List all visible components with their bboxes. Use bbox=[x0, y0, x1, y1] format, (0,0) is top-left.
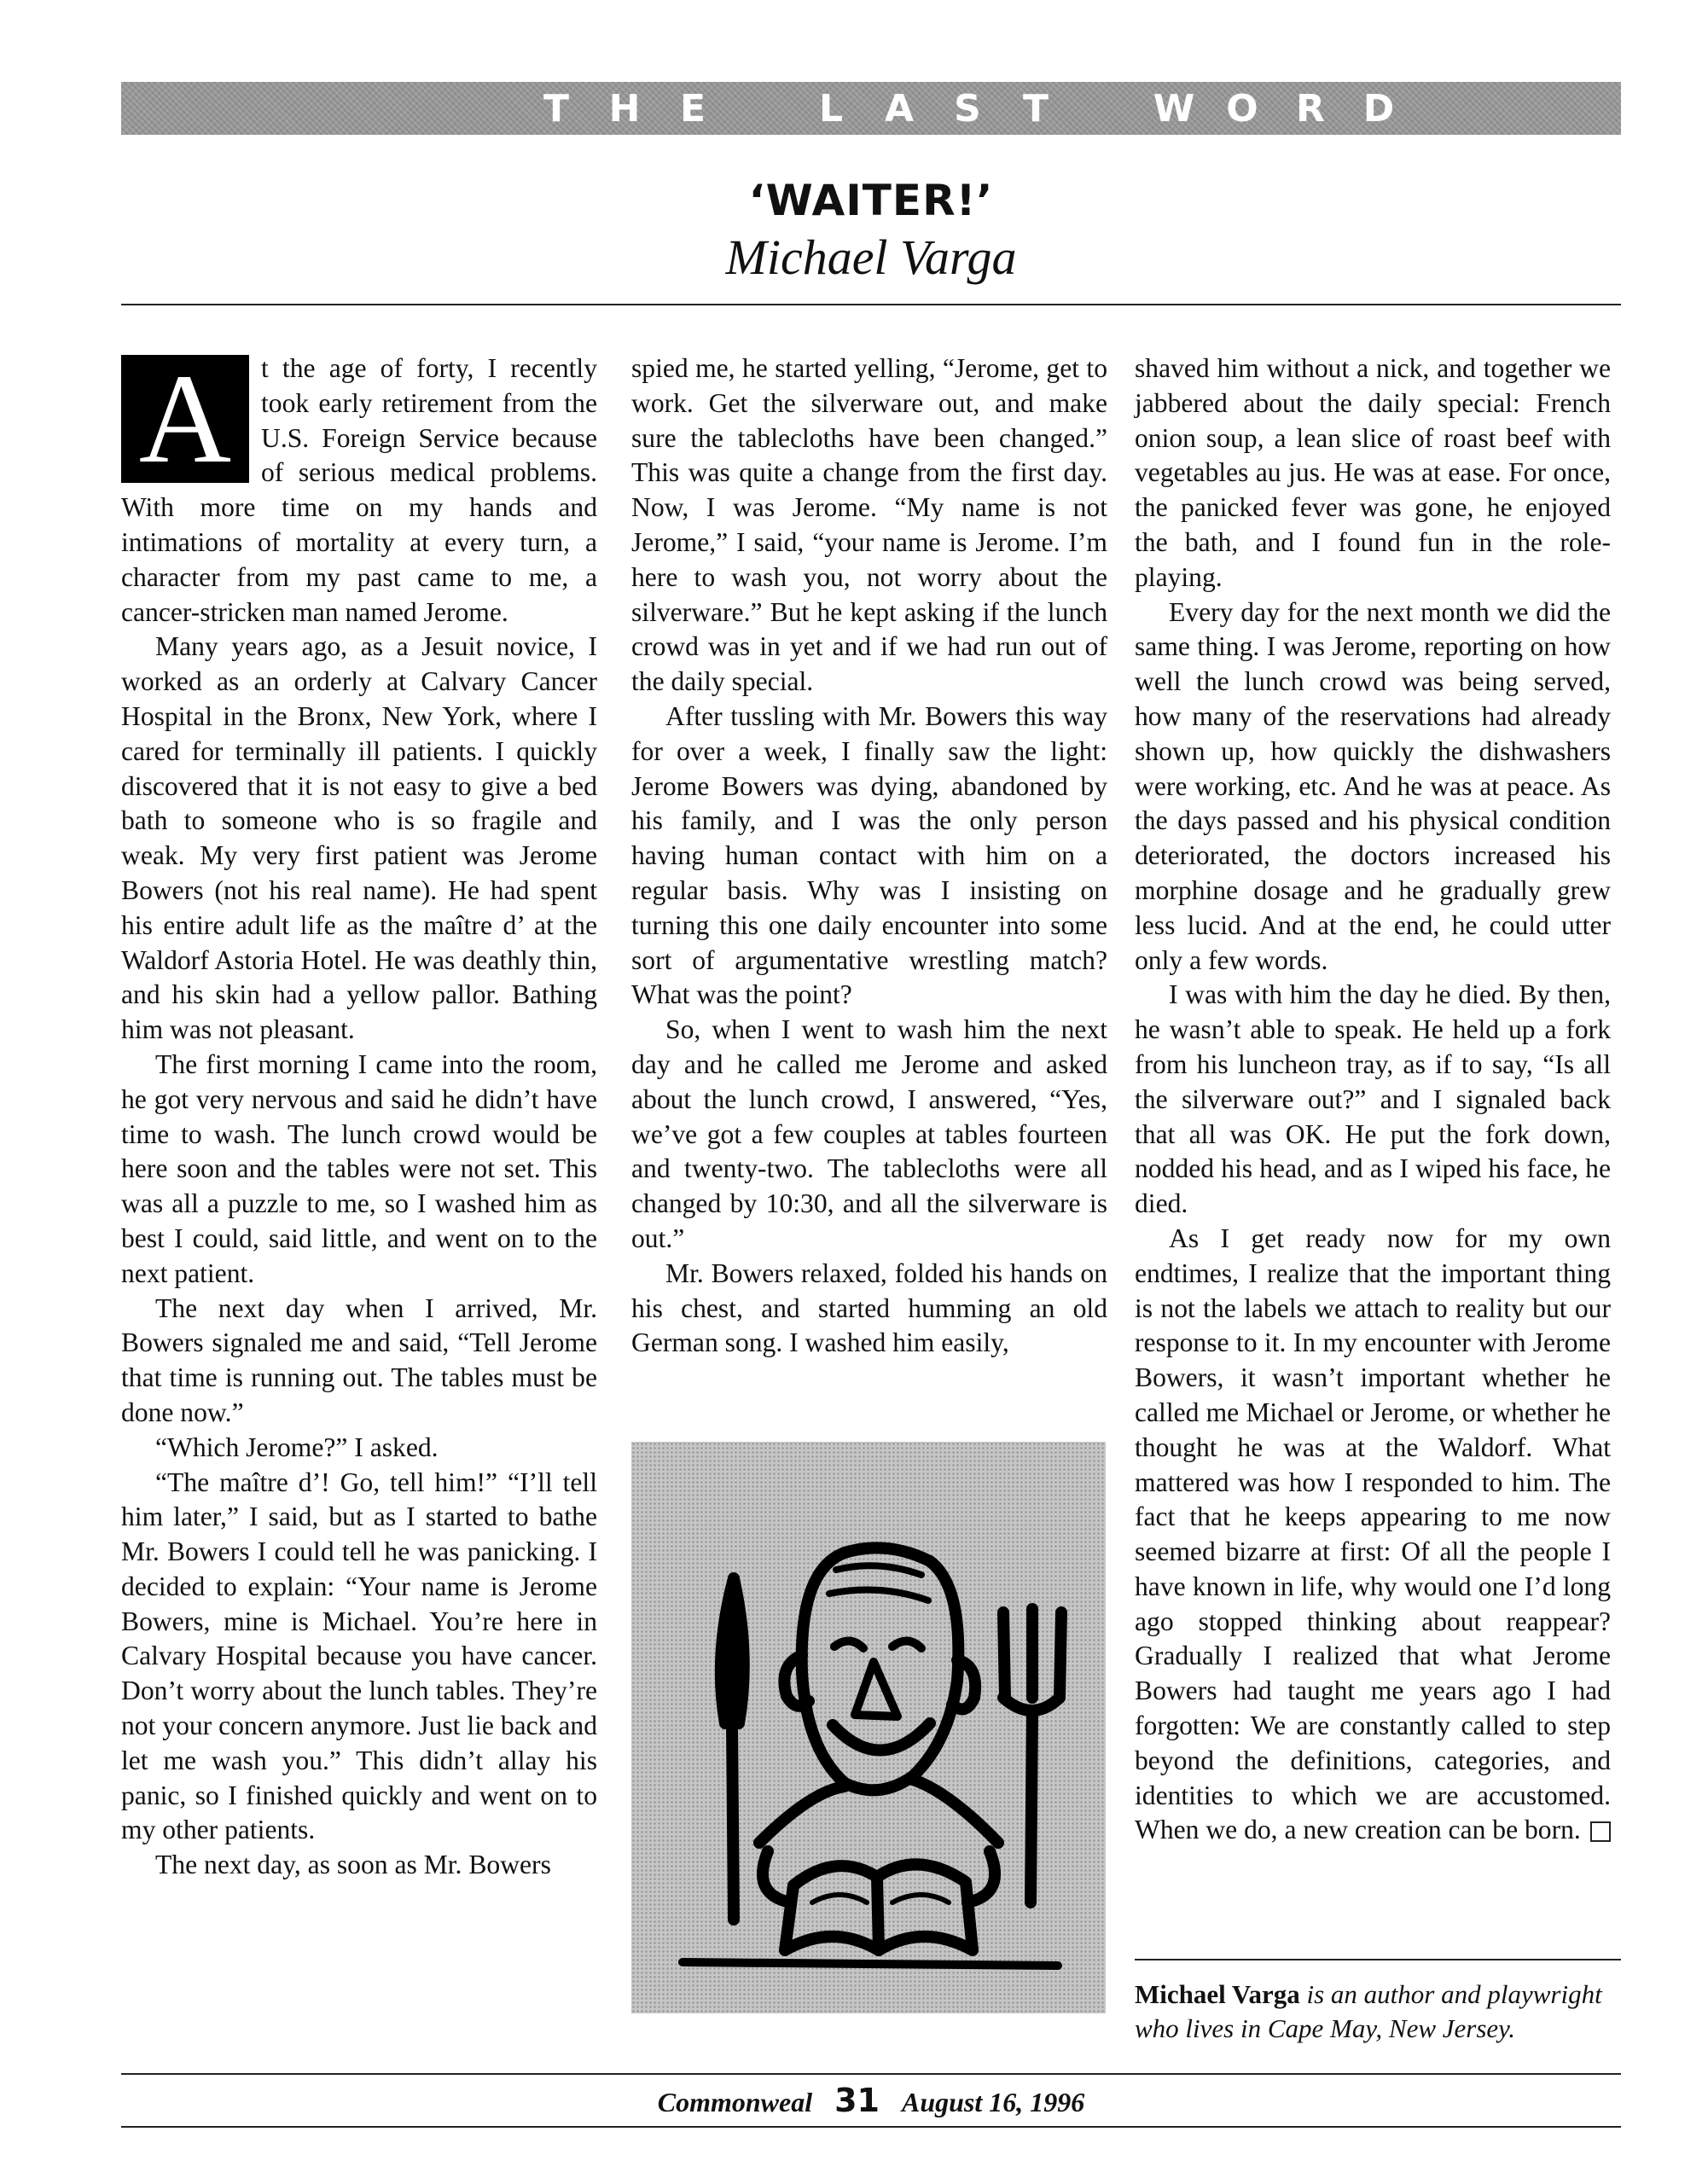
author-bio bbox=[1135, 1978, 1621, 2046]
footer-date: August 16, 1996 bbox=[901, 2087, 1085, 2117]
end-mark-icon bbox=[1590, 1821, 1611, 1842]
paragraph-text: As I get ready now for my own endtimes, I realize that the important thing is not the labels we attach to reality but our response to it. In my encounter with Jerome Bowers, it wasn’t important whether he called me Michael or Jerome, or whether he thought he was at the Waldorf. What mattered was how I responded to him. The fact that he keeps appearing to me now seemed bizarre at first: Of all the people I have known in life, why would one I’d long ago stopped thinking about reappear? Gradually I realized that what Jerome Bowers had taught me years ago I had forgotten: We are constantly called to step beyond the definitions, categories, and identities to which we are accustomed. When we do, a new creation can be born. bbox=[1135, 1223, 1611, 1845]
paragraph: shaved him without a nick, and together we jabbered about the daily special: French onion soup, a lean slice of roast beef with vegetables au jus. He was at ease. For once, the panicked fever was gone, he enjoyed the bath, and I found fun in the role-playing. bbox=[1135, 353, 1611, 592]
paragraph: Every day for the next month we did the same thing. I was Jerome, reporting on how well the lunch crowd was being served, how many of the reservations had already shown up, how quickly the dishwashers were working, etc. And he was at peace. As the days passed and his physical condition deteriorated, the doctors increased his morphine dosage and he gradually grew less lucid. And at the end, he could utter only a few words. bbox=[1135, 596, 1611, 975]
drop-cap: A bbox=[121, 355, 249, 483]
banner-letter: A bbox=[884, 86, 915, 131]
footer-page-number: 31 bbox=[834, 2082, 880, 2119]
banner-letter: S bbox=[954, 86, 981, 131]
banner-letter: D bbox=[1362, 86, 1395, 131]
banner-letter: W bbox=[1153, 86, 1195, 131]
banner-letter: L bbox=[818, 86, 844, 131]
footer-rule-bottom bbox=[121, 2126, 1621, 2128]
waiter-illustration bbox=[631, 1442, 1106, 2013]
waiter-drawing-icon bbox=[631, 1442, 1106, 2013]
banner-letter: T bbox=[1022, 86, 1049, 131]
header-rule bbox=[121, 304, 1621, 305]
column-3 bbox=[1135, 351, 1611, 1848]
bio-name: Michael Varga bbox=[1135, 1979, 1300, 2009]
paragraph: The first morning I came into the room, he got very nervous and said he didn’t have time to wash. The lunch crowd would be here soon and the tables were not set. This was all a puzzle to me, so I washed him as best I could, said little, and went on to the next patient. bbox=[121, 1048, 597, 1288]
bio-rule bbox=[1135, 1959, 1621, 1960]
article-title: ‘WAITER!’ bbox=[748, 176, 994, 225]
banner-letter: H bbox=[608, 86, 641, 131]
banner-letter: O bbox=[1226, 86, 1258, 131]
banner-letter: T bbox=[543, 86, 569, 131]
paragraph: The next day when I arrived, Mr. Bowers signaled me and said, “Tell Jerome that time is running out. The tables must be done now.” bbox=[121, 1292, 597, 1427]
paragraph: Mr. Bowers relaxed, folded his hands on his chest, and started humming an old German song. I washed him easily, bbox=[631, 1258, 1107, 1358]
page-footer bbox=[121, 2082, 1621, 2119]
banner-letter: E bbox=[679, 86, 706, 131]
banner-letter: R bbox=[1296, 86, 1325, 131]
column-2 bbox=[631, 351, 1107, 1361]
paragraph: The next day, as soon as Mr. Bowers bbox=[155, 1850, 551, 1880]
paragraph: So, when I went to wash him the next day and he called me Jerome and asked about the lunch crowd, I answered, “Yes, we’ve got a few couples at tables fourteen and twenty-two. The tablecloths were all changed by 10:30, and all the silverware is out.” bbox=[631, 1014, 1107, 1253]
footer-publication: Commonweal bbox=[657, 2087, 813, 2117]
banner-title bbox=[522, 87, 1413, 131]
paragraph: After tussling with Mr. Bowers this way for over a week, I finally saw the light: Jerome Bowers was dying, abandoned by his family, and I was the only person having human contact with him on a regular basis. Why was I insisting on turning this one daily encounter into some sort of argumentative wrestling match? What was the point? bbox=[631, 700, 1107, 1010]
footer-rule-top bbox=[121, 2073, 1621, 2075]
paragraph: spied me, he started yelling, “Jerome, get to work. Get the silverware out, and make sure the tablecloths have been changed.” This was quite a change from the first day. Now, I was Jerome. “My name is not Jerome,” I said, “your name is Jerome. I’m here to wash you, not worry about the silverware.” But he kept asking if the lunch crowd was in yet and if we had run out of the daily special. bbox=[631, 353, 1107, 697]
paragraph: Many years ago, as a Jesuit novice, I worked as an orderly at Calvary Cancer Hospital in the Bronx, New York, where I cared for terminally ill patients. I quickly discovered that it is not easy to give a bed bath to someone who is so fragile and weak. My very first patient was Jerome Bowers (not his real name). He had spent his entire adult life as the maître d’ at the Waldorf Astoria Hotel. He was deathly thin, and his skin had a yellow pallor. Bathing him was not pleasant. bbox=[121, 631, 597, 1045]
article-author: Michael Varga bbox=[725, 229, 1017, 285]
paragraph: I was with him the day he died. By then, he wasn’t able to speak. He held up a fork from his luncheon tray, as if to say, “Is all the silverware out?” and I signaled back that all was OK. He put the fork down, nodded his head, and as I wiped his face, he died. bbox=[1135, 979, 1611, 1219]
bio-description: is an author and playwright who lives in Cape May, New Jersey. bbox=[1135, 1979, 1602, 2043]
paragraph-text: t the age of forty, I recently took early retirement from the U.S. Foreign Service because of serious medical problems. With more time on my hands and intimations of mortality at every turn, a character from my past came to me, a cancer-stricken man named Jerome. bbox=[121, 353, 597, 627]
paragraph: “Which Jerome?” I asked. bbox=[155, 1432, 439, 1462]
column-1 bbox=[121, 348, 597, 1883]
section-banner bbox=[121, 82, 1621, 135]
paragraph: “The maître d’! Go, tell him!” “I’ll tell him later,” I said, but as I started to bathe Mr. Bowers I could tell he was panicking. I decided to explain: “Your name is Jerome Bowers, mine is Michael. You’re here in Calvary Hospital because you have cancer. Don’t worry about the lunch tables. They’re not your concern anymore. Just lie back and let me wash you.” This didn’t allay his panic, so I finished quickly and went on to my other patients. bbox=[121, 1467, 597, 1845]
paragraph bbox=[1135, 1222, 1611, 1848]
paragraph bbox=[121, 348, 597, 630]
